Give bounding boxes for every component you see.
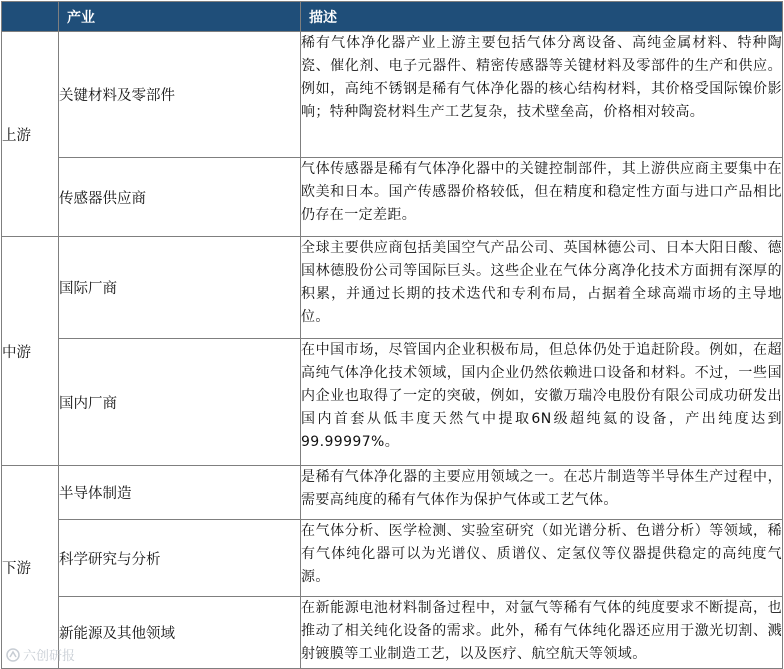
table-row [2, 32, 783, 158]
description-cell: 全球主要供应商包括美国空气产品公司、英国林德公司、日本大阳日酸、德国林德股份公司等国际巨头。这些企业在气体分离净化技术方面拥有深厚的积累，并通过长期的技术迭代和专利布局，占据着全球高端市场的主导地位。 [301, 237, 783, 339]
description-cell: 在中国市场，尽管国内企业积极布局，但总体仍处于追赶阶段。例如，在超高纯气体净化技术领域，国内企业仍然依赖进口设备和材料。不过，一些国内企业也取得了一定的突破，例如，安徽万瑞冷电股份有限公司成功研发出国内首套从低丰度天然气中提取6N级超纯氦的设备，产出纯度达到99.99997%。 [301, 339, 783, 466]
description-cell: 是稀有气体净化器的主要应用领域之一。在芯片制造等半导体生产过程中，需要高纯度的稀有气体作为保护气体或工艺气体。 [301, 466, 783, 520]
industry-cell: 国际厂商 [59, 237, 301, 339]
table-row [2, 339, 783, 466]
stage-upstream: 上游 [2, 32, 59, 237]
industry-cell: 新能源及其他领域 [59, 597, 301, 669]
table-row [2, 597, 783, 669]
industry-cell: 半导体制造 [59, 466, 301, 520]
industry-chain-table [1, 1, 783, 669]
description-cell: 稀有气体净化器产业上游主要包括气体分离设备、高纯金属材料、特种陶瓷、催化剂、电子元器件、精密传感器等关键材料及零部件的生产和供应。例如，高纯不锈钢是稀有气体净化器的核心结构材料，其价格受国际镍价影响；特种陶瓷材料生产工艺复杂，技术壁垒高，价格相对较高。 [301, 32, 783, 158]
watermark-text: 六创研报 [23, 649, 76, 664]
description-cell: 在新能源电池材料制备过程中，对氩气等稀有气体的纯度要求不断提高，也推动了相关纯化设备的需求。此外，稀有气体纯化器还应用于激光切割、溅射镀膜等工业制造工艺，以及医疗、航空航天等领域。 [301, 597, 783, 669]
industry-cell: 关键材料及零部件 [59, 32, 301, 158]
table-row [2, 158, 783, 237]
table-row [2, 237, 783, 339]
header-industry: 产业 [59, 2, 301, 32]
industry-cell: 国内厂商 [59, 339, 301, 466]
header-description: 描述 [301, 2, 783, 32]
header-row [2, 2, 783, 32]
brand-logo-icon [6, 648, 20, 662]
description-cell: 在气体分析、医学检测、实验室研究（如光谱分析、色谱分析）等领域，稀有气体纯化器可以为光谱仪、质谱仪、定氢仪等仪器提供稳定的高纯度气源。 [301, 520, 783, 597]
stage-midstream: 中游 [2, 237, 59, 466]
table-row [2, 466, 783, 520]
industry-cell: 科学研究与分析 [59, 520, 301, 597]
watermark [6, 645, 75, 664]
description-cell: 气体传感器是稀有气体净化器中的关键控制部件，其上游供应商主要集中在欧美和日本。国产传感器价格较低，但在精度和稳定性方面与进口产品相比仍存在一定差距。 [301, 158, 783, 237]
stage-downstream: 下游 [2, 466, 59, 669]
industry-cell: 传感器供应商 [59, 158, 301, 237]
header-stage [2, 2, 59, 32]
table-row [2, 520, 783, 597]
